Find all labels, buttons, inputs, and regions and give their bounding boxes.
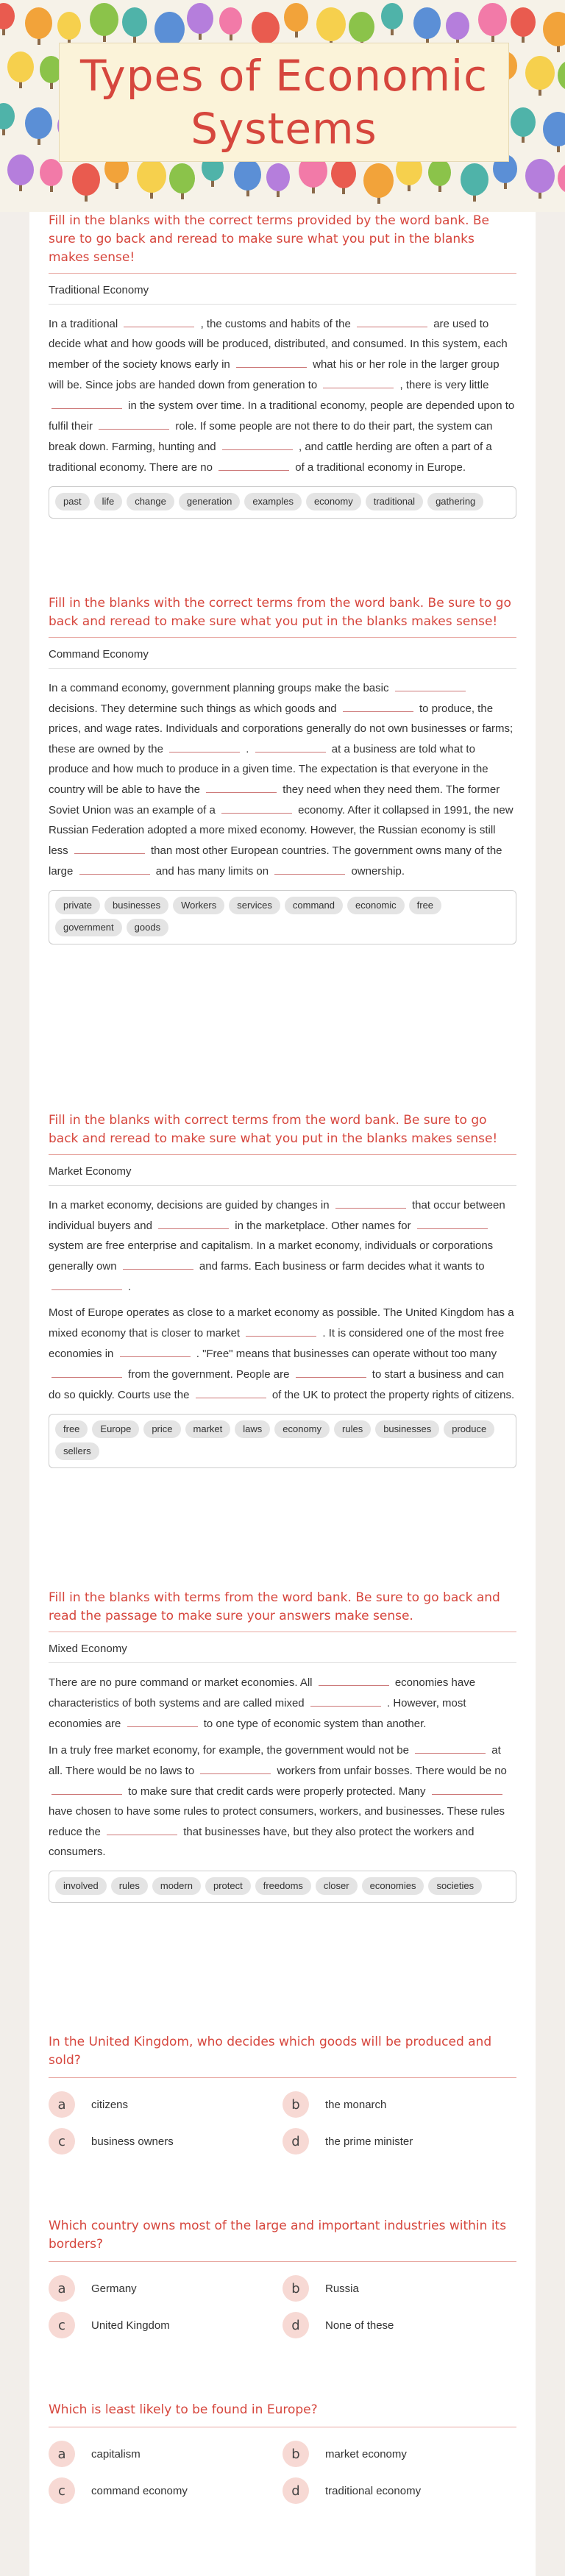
section-instruction: Fill in the blanks with correct terms from the word bank. Be sure to go back and reread to make sure what you put in the blanks makes sense! [49, 1111, 516, 1155]
section-subtitle: Traditional Economy [49, 284, 516, 305]
option-text: market economy [325, 2447, 407, 2461]
word-bank [49, 1871, 516, 1903]
answer-blank[interactable] [123, 1256, 193, 1270]
answer-blank[interactable] [255, 739, 326, 752]
word-bank-chip[interactable]: change [127, 493, 174, 510]
answer-blank[interactable] [218, 457, 289, 471]
passage-text: in the system over time. In a traditional economy, people are depended upon to fulfil their [49, 399, 515, 433]
passage-text: role. If some people are not there to do their part, the system can break down. Farming, hunting and [49, 420, 493, 453]
header-banner [0, 0, 565, 212]
answer-blank[interactable] [357, 313, 427, 327]
word-bank-chip[interactable]: businesses [104, 897, 168, 914]
option-letter: b [282, 2275, 309, 2302]
passage [49, 1195, 516, 1405]
answer-blank[interactable] [99, 416, 169, 430]
passage-paragraph [49, 1195, 516, 1297]
word-bank-chip[interactable]: price [143, 1420, 180, 1438]
passage-text: In a market economy, decisions are guided by changes in [49, 1199, 333, 1211]
answer-blank[interactable] [51, 1781, 122, 1795]
word-bank-chip[interactable]: past [55, 493, 90, 510]
section-market [49, 1111, 516, 1468]
option-letter: a [49, 2275, 75, 2302]
section-instruction: Fill in the blanks with the correct terms provided by the word bank. Be sure to go back and reread to make sure what you put in the blanks makes sense! [49, 212, 516, 274]
word-bank-chip[interactable]: protect [205, 1877, 251, 1895]
option-letter: c [49, 2128, 75, 2155]
answer-option-b[interactable] [282, 2441, 516, 2467]
answer-blank[interactable] [417, 1215, 488, 1229]
question-2 [49, 2217, 516, 2338]
word-bank [49, 1414, 516, 1468]
passage-text: In a command economy, government planning groups make the basic [49, 682, 392, 694]
answer-blank[interactable] [196, 1384, 266, 1398]
answer-option-c[interactable] [49, 2312, 282, 2338]
word-bank-chip[interactable]: traditional [366, 493, 423, 510]
answer-options [49, 2275, 516, 2338]
word-bank-chip[interactable]: freedoms [255, 1877, 311, 1895]
worksheet [29, 212, 536, 2576]
question-3 [49, 2401, 516, 2504]
passage-text: what his or her role in the larger group will be. Since jobs are handed down from generation to [49, 358, 500, 391]
passage-text: , there is very little [397, 379, 489, 391]
passage-text: economy. After it collapsed in 1991, the new Russian Federation adopted a more mixed economy. However, the Russian economy is still less [49, 804, 514, 857]
passage-text: In a traditional [49, 318, 121, 330]
word-bank-chip[interactable]: command [285, 897, 343, 914]
word-bank-chip[interactable]: sellers [55, 1442, 99, 1460]
passage-text: decisions. They determine such things as which goods and [49, 702, 340, 715]
passage-text: from the government. People are [125, 1368, 293, 1381]
passage-text: they need when they need them. The former Soviet Union was an example of a [49, 783, 500, 816]
option-text: Germany [91, 2282, 137, 2295]
answer-blank[interactable] [343, 698, 413, 712]
option-letter: b [282, 2091, 309, 2118]
passage-text: to one type of economic system than another. [200, 1718, 427, 1730]
option-text: Russia [325, 2282, 359, 2295]
answer-blank[interactable] [296, 1364, 366, 1378]
word-bank-chip[interactable]: Europe [92, 1420, 139, 1438]
word-bank-chip[interactable]: services [229, 897, 280, 914]
passage-paragraph [49, 1303, 516, 1405]
answer-blank[interactable] [169, 739, 240, 752]
passage-text: to start a business and can do so quickly. Courts use the [49, 1368, 505, 1401]
answer-options [49, 2091, 516, 2155]
passage-text: of the UK to protect the property rights of citizens. [269, 1389, 515, 1401]
question-text: Which is least likely to be found in Europe? [49, 2401, 516, 2427]
word-bank-chip[interactable]: produce [444, 1420, 494, 1438]
word-bank-chip[interactable]: laws [235, 1420, 270, 1438]
passage-text: In a truly free market economy, for example, the government would not be [49, 1744, 413, 1757]
word-bank [49, 890, 516, 944]
option-text: None of these [325, 2319, 394, 2332]
question-text: In the United Kingdom, who decides which goods will be produced and sold? [49, 2033, 516, 2078]
word-bank-chip[interactable]: life [94, 493, 123, 510]
answer-blank[interactable] [415, 1740, 486, 1754]
passage-text: . [243, 743, 252, 755]
word-bank-chip[interactable]: government [55, 919, 122, 936]
passage-text: in the marketplace. Other names for [232, 1220, 414, 1232]
section-subtitle: Mixed Economy [49, 1643, 516, 1663]
answer-option-c[interactable] [49, 2477, 282, 2504]
answer-blank[interactable] [206, 779, 277, 793]
passage [49, 313, 516, 477]
question-text: Which country owns most of the large and important industries within its borders? [49, 2217, 516, 2262]
passage-text: , and cattle herding are often a part of a traditional economy. There are no [49, 441, 492, 474]
passage-text: at a business are told what to produce and how much to produce in a given time. The expectation is that everyone in the country will be able to have the [49, 743, 488, 796]
answer-blank[interactable] [236, 354, 307, 368]
option-letter: d [282, 2477, 309, 2504]
word-bank-chip[interactable]: examples [244, 493, 302, 510]
section-subtitle: Command Economy [49, 648, 516, 669]
answer-blank[interactable] [310, 1693, 381, 1707]
answer-options [49, 2441, 516, 2504]
option-text: the monarch [325, 2098, 387, 2111]
option-text: business owners [91, 2135, 174, 2148]
answer-blank[interactable] [222, 436, 293, 450]
passage-text: of a traditional economy in Europe. [292, 461, 466, 474]
passage-paragraph [49, 1672, 516, 1734]
section-subtitle: Market Economy [49, 1165, 516, 1186]
passage [49, 1672, 516, 1862]
passage-text: are used to decide what and how goods will be produced, distributed, and consumed. In this system, each member of the society knows early in [49, 318, 508, 371]
passage-text: Most of Europe operates as close to a market economy as possible. The United Kingdom has a mixed economy that is closer to market [49, 1306, 514, 1339]
answer-blank[interactable] [51, 1276, 122, 1290]
word-bank-chip[interactable]: closer [316, 1877, 358, 1895]
passage-text: at all. There would be no laws to [49, 1744, 501, 1777]
passage [49, 677, 516, 881]
section-command [49, 594, 516, 944]
passage-paragraph [49, 677, 516, 881]
option-letter: d [282, 2128, 309, 2155]
answer-blank[interactable] [395, 677, 466, 691]
word-bank-chip[interactable]: economic [347, 897, 405, 914]
word-bank-chip[interactable]: economy [306, 493, 361, 510]
answer-option-a[interactable] [49, 2091, 282, 2118]
word-bank-chip[interactable]: economy [274, 1420, 330, 1438]
answer-blank[interactable] [319, 1672, 389, 1686]
answer-blank[interactable] [127, 1713, 198, 1727]
passage-text: ownership. [348, 865, 405, 878]
passage-text: that businesses have, but they also protect the workers and consumers. [49, 1826, 475, 1858]
answer-option-b[interactable] [282, 2091, 516, 2118]
passage-text: than most other European countries. The government owns many of the large [49, 844, 502, 878]
option-text: citizens [91, 2098, 129, 2111]
question-1 [49, 2033, 516, 2155]
answer-blank[interactable] [74, 840, 145, 854]
word-bank-chip[interactable]: businesses [375, 1420, 439, 1438]
passage-text: , the customs and habits of the [197, 318, 355, 330]
option-letter: b [282, 2441, 309, 2467]
word-bank-chip[interactable]: private [55, 897, 100, 914]
answer-blank[interactable] [335, 1195, 406, 1209]
word-bank-chip[interactable]: rules [334, 1420, 371, 1438]
answer-blank[interactable] [274, 861, 345, 875]
answer-option-a[interactable] [49, 2441, 282, 2467]
word-bank-chip[interactable]: rules [111, 1877, 148, 1895]
passage-text: to make sure that credit cards were properly protected. Many [125, 1785, 429, 1798]
word-bank-chip[interactable]: Workers [173, 897, 224, 914]
passage-text: have chosen to have some rules to protect consumers, workers, and businesses. These rules reduce the [49, 1805, 505, 1838]
word-bank-chip[interactable]: goods [127, 919, 168, 936]
passage-paragraph [49, 313, 516, 477]
section-instruction: Fill in the blanks with the correct terms from the word bank. Be sure to go back and reread to make sure what you put in the blanks makes sense! [49, 594, 516, 638]
answer-option-c[interactable] [49, 2128, 282, 2155]
section-mixed [49, 1589, 516, 1903]
answer-blank[interactable] [246, 1323, 316, 1337]
passage-text: There are no pure command or market economies. All [49, 1676, 316, 1689]
passage-text: economies have characteristics of both systems and are called mixed [49, 1676, 476, 1709]
answer-blank[interactable] [79, 861, 150, 875]
answer-blank[interactable] [51, 395, 122, 409]
word-bank-chip[interactable]: free [409, 897, 441, 914]
word-bank [49, 486, 516, 519]
option-text: United Kingdom [91, 2319, 170, 2332]
word-bank-chip[interactable]: modern [152, 1877, 201, 1895]
answer-option-d[interactable] [282, 2128, 516, 2155]
answer-blank[interactable] [158, 1215, 229, 1229]
page-title: Types of Economic Systems [80, 51, 488, 154]
title-box [59, 43, 509, 162]
answer-option-a[interactable] [49, 2275, 282, 2302]
word-bank-chip[interactable]: gathering [427, 493, 483, 510]
option-letter: c [49, 2477, 75, 2504]
answer-option-b[interactable] [282, 2275, 516, 2302]
answer-blank[interactable] [124, 313, 194, 327]
option-text: capitalism [91, 2447, 141, 2461]
passage-text: to produce, the prices, and wage rates. Individuals and corporations generally do not own businesses or farms; these are owned by the [49, 702, 514, 755]
answer-blank[interactable] [120, 1343, 191, 1357]
section-instruction: Fill in the blanks with terms from the word bank. Be sure to go back and read the passage to make sure your answers make sense. [49, 1589, 516, 1632]
section-traditional [49, 212, 516, 519]
passage-text: and has many limits on [152, 865, 272, 878]
passage-text: workers from unfair bosses. There would be no [274, 1765, 507, 1777]
answer-blank[interactable] [51, 1364, 122, 1378]
word-bank-chip[interactable]: generation [179, 493, 240, 510]
passage-text: . [125, 1281, 132, 1293]
passage-text: . However, most economies are [49, 1697, 466, 1730]
answer-blank[interactable] [323, 374, 394, 388]
option-letter: c [49, 2312, 75, 2338]
answer-blank[interactable] [107, 1821, 177, 1835]
option-letter: a [49, 2091, 75, 2118]
word-bank-chip[interactable]: societies [428, 1877, 482, 1895]
passage-text: . "Free" means that businesses can operate without too many [193, 1348, 497, 1360]
option-text: the prime minister [325, 2135, 413, 2148]
passage-text: that occur between individual buyers and [49, 1199, 505, 1232]
option-text: command economy [91, 2484, 188, 2497]
option-letter: d [282, 2312, 309, 2338]
answer-option-d[interactable] [282, 2312, 516, 2338]
passage-paragraph [49, 1740, 516, 1862]
word-bank-chip[interactable]: free [55, 1420, 88, 1438]
word-bank-chip[interactable]: economies [362, 1877, 424, 1895]
word-bank-chip[interactable]: involved [55, 1877, 107, 1895]
option-letter: a [49, 2441, 75, 2467]
word-bank-chip[interactable]: market [185, 1420, 231, 1438]
answer-option-d[interactable] [282, 2477, 516, 2504]
answer-blank[interactable] [200, 1760, 271, 1774]
answer-blank[interactable] [221, 800, 292, 814]
option-text: traditional economy [325, 2484, 422, 2497]
passage-text: system are free enterprise and capitalism. In a market economy, individuals or corporations generally own [49, 1239, 494, 1273]
answer-blank[interactable] [432, 1781, 502, 1795]
passage-text: and farms. Each business or farm decides what it wants to [196, 1260, 485, 1273]
passage-text: . It is considered one of the most free economies in [49, 1327, 505, 1360]
